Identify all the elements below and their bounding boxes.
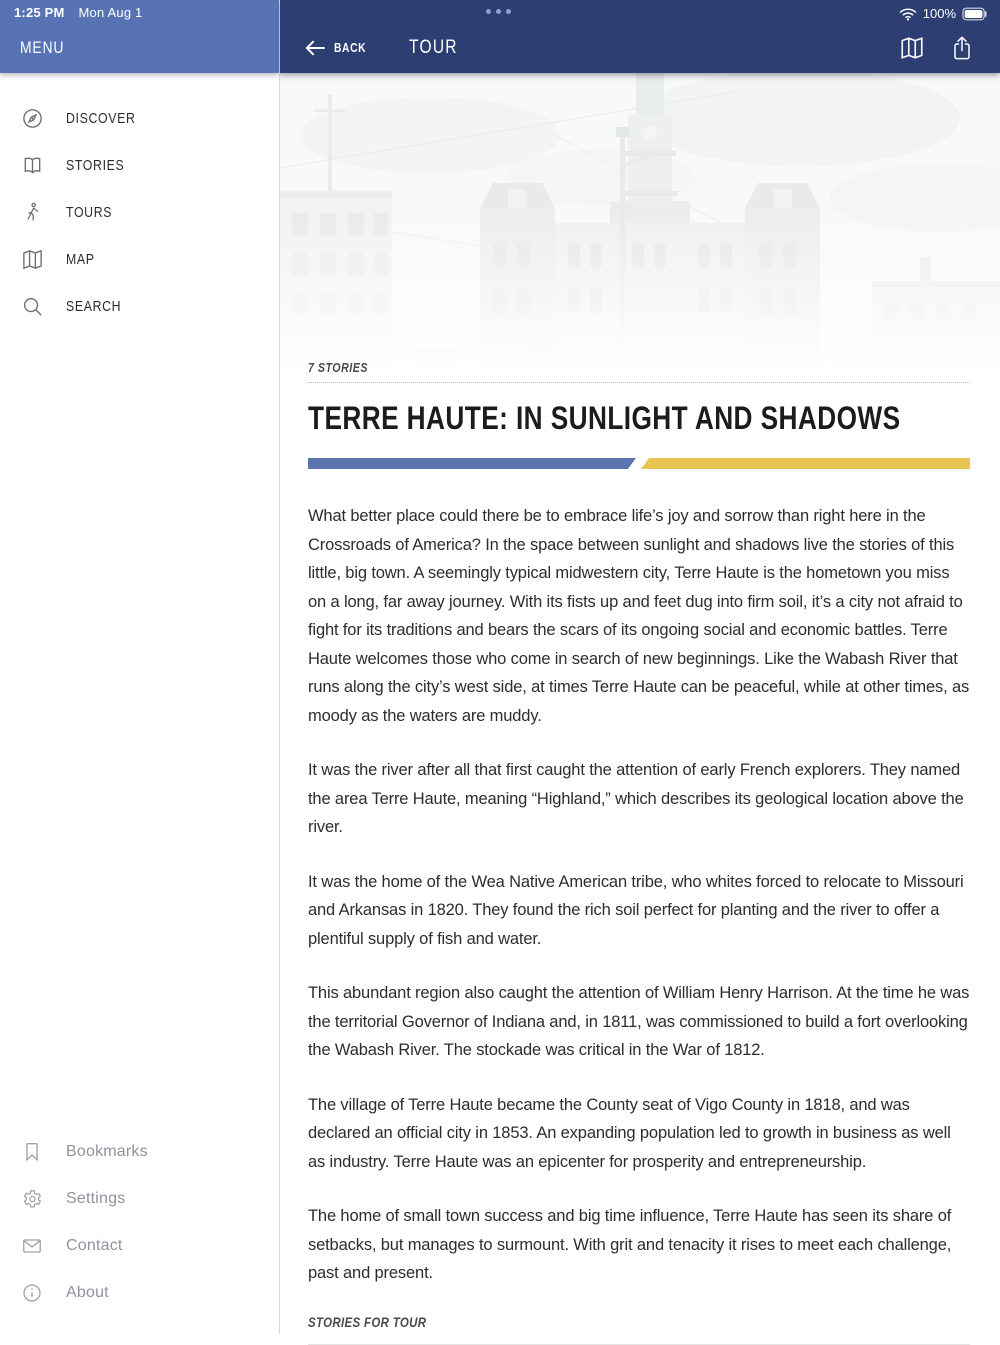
sidebar-item-label: STORIES xyxy=(66,157,125,174)
sidebar-item-search[interactable] xyxy=(0,283,279,330)
tour-nav-bar xyxy=(280,0,1000,73)
bookmark-icon xyxy=(20,1140,44,1164)
status-date: Mon Aug 1 xyxy=(78,5,143,20)
stories-for-tour-heading: STORIES FOR TOUR xyxy=(308,1313,427,1330)
search-icon xyxy=(20,295,44,319)
wifi-icon xyxy=(899,7,917,21)
sidebar-item-label: MAP xyxy=(66,251,95,268)
map-button[interactable] xyxy=(898,34,926,62)
sidebar-spacer xyxy=(0,330,279,1128)
gear-icon xyxy=(20,1187,44,1211)
paragraph: It was the home of the Wea Native American tribe, who whites forced to relocate to Missouri and Arkansas in 1820. They found the rich soil perfect for planting and the river to offer a plentiful supply of fish and water. xyxy=(308,872,964,948)
back-arrow-icon xyxy=(304,39,326,57)
page-title: TOUR xyxy=(409,37,459,58)
walking-person-icon xyxy=(20,201,44,225)
sidebar-item-label: About xyxy=(66,1283,109,1301)
sidebar-item-label: Bookmarks xyxy=(66,1142,148,1160)
nav-actions xyxy=(898,34,976,62)
battery-percent: 100% xyxy=(922,6,956,21)
status-bar-left xyxy=(14,5,143,20)
tour-article xyxy=(308,360,970,1345)
info-icon xyxy=(20,1281,44,1305)
sidebar-footer xyxy=(0,1128,279,1334)
open-book-icon xyxy=(20,154,44,178)
envelope-icon xyxy=(20,1234,44,1258)
sidebar-item-label: DISCOVER xyxy=(66,110,136,127)
sidebar-item-label: Settings xyxy=(66,1189,126,1207)
sidebar-item-map[interactable] xyxy=(0,236,279,283)
battery-icon xyxy=(962,7,988,21)
sidebar-item-bookmarks[interactable] xyxy=(0,1128,279,1175)
progress-segment-blue xyxy=(308,458,636,469)
section-divider xyxy=(308,1344,970,1345)
sidebar-nav xyxy=(0,73,279,330)
sidebar-item-label: TOURS xyxy=(66,204,113,221)
article-title: TERRE HAUTE: IN SUNLIGHT AND SHADOWS xyxy=(308,400,901,436)
sidebar xyxy=(0,0,280,1334)
sidebar-item-label: Contact xyxy=(66,1236,123,1254)
sidebar-item-stories[interactable] xyxy=(0,142,279,189)
story-count-label: 7 STORIES xyxy=(308,360,368,375)
paragraph: This abundant region also caught the attention of William Henry Harrison. At the time he was the territorial Governor of Indiana and, in 1811, was commissioned to build a fort overlooking the Wabash River. The stockade was critical in the War of 1812. xyxy=(308,984,970,1059)
menu-title: MENU xyxy=(20,38,65,57)
paragraph: The village of Terre Haute became the County seat of Vigo County in 1818, and was declared an official city in 1853. An expanding population led to growth in business as well as industry. Terre Haute was an epicenter for prosperity and entrepreneurship. xyxy=(308,1095,951,1171)
sidebar-header xyxy=(0,0,279,73)
sidebar-item-tours[interactable] xyxy=(0,189,279,236)
back-button[interactable] xyxy=(304,39,373,57)
compass-icon xyxy=(20,107,44,131)
status-time: 1:25 PM xyxy=(14,5,65,20)
folded-map-icon xyxy=(20,248,44,272)
sidebar-item-about[interactable] xyxy=(0,1269,279,1316)
paragraph: The home of small town success and big time influence, Terre Haute has seen its share of setbacks, but manages to surmount. With grit and tenacity it rises to meet each challenge, past and present. xyxy=(308,1207,952,1282)
tour-progress-bar xyxy=(308,458,970,469)
progress-segment-yellow xyxy=(641,458,970,469)
paragraph: What better place could there be to embrace life’s joy and sorrow than right here in the Crossroads of America? In the space between sunlight and shadows live the stories of this little, big town. A seemingly typical midwestern city, Terre Haute is the hometown you miss on a long, far away journey. With its fists up and feet dug into firm soil, it’s a city not afraid to fight for its traditions and bears the scars of its ongoing social and economic battles. Terre Haute welcomes those who come in search of new beginnings. Like the Wabash River that runs along the city’s west side, at times Terre Haute can be peaceful, while at other times, as moody as the waters are muddy. xyxy=(308,507,970,725)
dotted-divider xyxy=(308,382,970,383)
hero-image-courthouse xyxy=(280,73,1000,373)
multitask-handle[interactable] xyxy=(486,9,511,14)
nav-row xyxy=(280,26,1000,70)
back-label: BACK xyxy=(334,41,367,55)
share-button[interactable] xyxy=(948,34,976,62)
sidebar-item-settings[interactable] xyxy=(0,1175,279,1222)
sidebar-item-discover[interactable] xyxy=(0,95,279,142)
sidebar-item-label: SEARCH xyxy=(66,298,122,315)
sidebar-item-contact[interactable] xyxy=(0,1222,279,1269)
paragraph: It was the river after all that first caught the attention of early French explorers. They named the area Terre Haute, meaning “Highland,” which describes its geological location above the river. xyxy=(308,761,964,836)
status-bar-right xyxy=(899,6,988,21)
article-body xyxy=(308,502,970,1288)
main-panel xyxy=(280,0,1000,1334)
